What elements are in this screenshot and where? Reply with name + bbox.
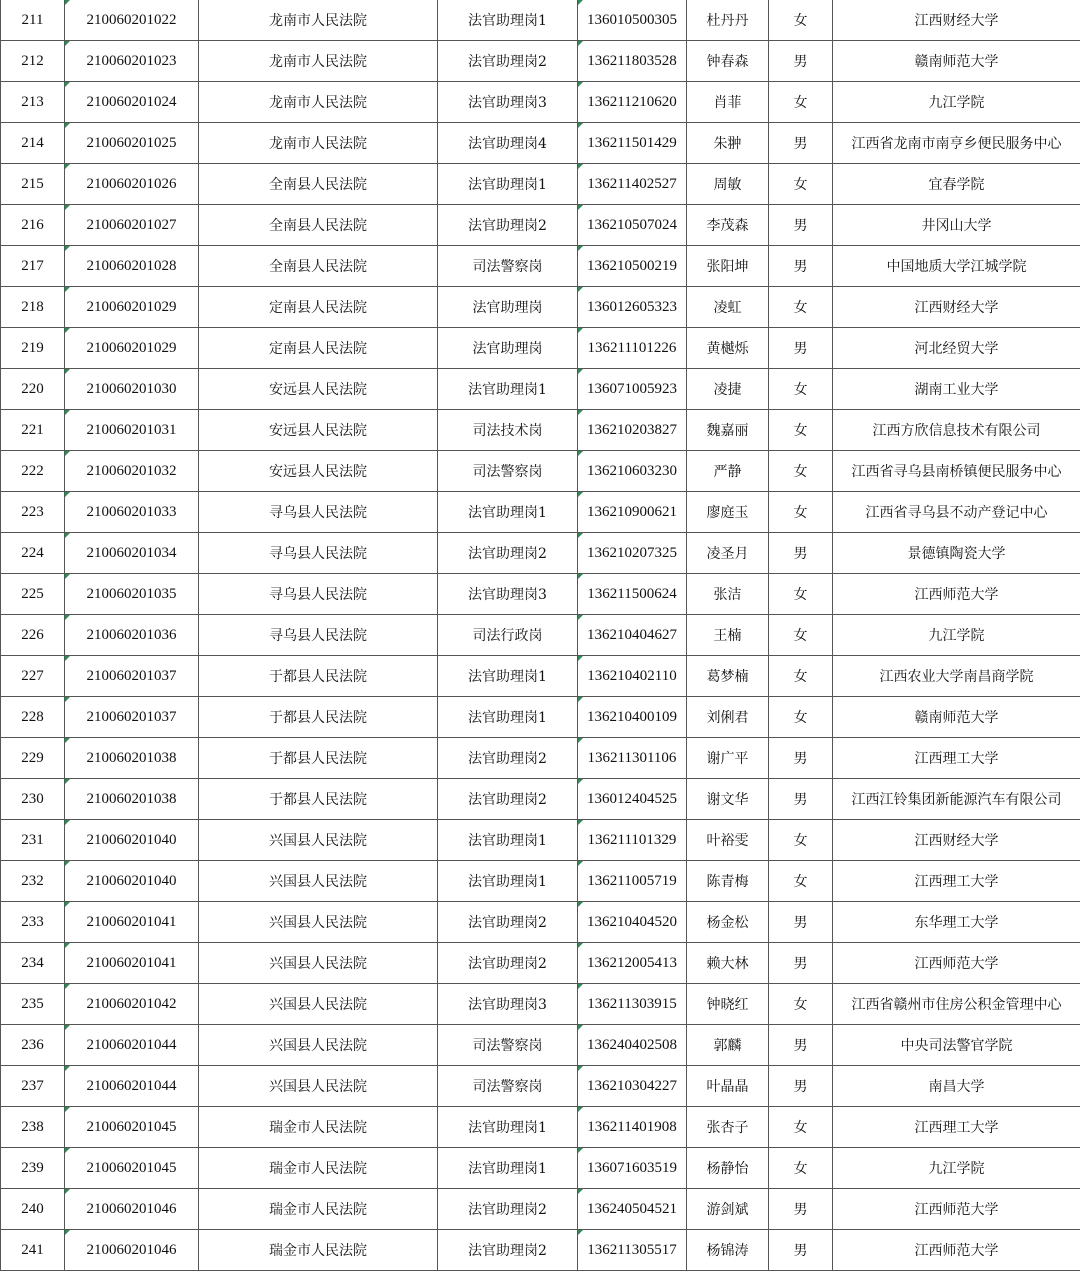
cell-position-code: 210060201037 xyxy=(65,697,199,738)
cell-position-code: 210060201032 xyxy=(65,451,199,492)
cell-court: 龙南市人民法院 xyxy=(199,0,438,41)
cell-organization: 九江学院 xyxy=(833,82,1080,123)
table-row xyxy=(1,697,1080,738)
cell-position-code: 210060201024 xyxy=(65,82,199,123)
table-row xyxy=(1,943,1080,984)
cell-exam-number: 136210402110 xyxy=(578,656,687,697)
cell-position: 法官助理岗2 xyxy=(438,533,578,574)
cell-organization: 江西省赣州市住房公积金管理中心 xyxy=(833,984,1080,1025)
table-row xyxy=(1,492,1080,533)
cell-position-code: 210060201023 xyxy=(65,41,199,82)
table-row xyxy=(1,123,1080,164)
cell-gender: 男 xyxy=(769,738,833,779)
cell-organization: 江西理工大学 xyxy=(833,738,1080,779)
cell-seq: 219 xyxy=(1,328,65,369)
cell-position-code: 210060201029 xyxy=(65,328,199,369)
cell-position-code: 210060201042 xyxy=(65,984,199,1025)
cell-exam-number: 136210203827 xyxy=(578,410,687,451)
cell-name: 钟晓红 xyxy=(687,984,769,1025)
cell-gender: 男 xyxy=(769,1189,833,1230)
cell-exam-number: 136211402527 xyxy=(578,164,687,205)
cell-court: 安远县人民法院 xyxy=(199,410,438,451)
cell-seq: 211 xyxy=(1,0,65,41)
cell-position-code: 210060201044 xyxy=(65,1025,199,1066)
cell-exam-number: 136240504521 xyxy=(578,1189,687,1230)
cell-exam-number: 136210404627 xyxy=(578,615,687,656)
table-row xyxy=(1,246,1080,287)
cell-position: 法官助理岗4 xyxy=(438,123,578,164)
cell-name: 谢文华 xyxy=(687,779,769,820)
cell-position-code: 210060201027 xyxy=(65,205,199,246)
table-row xyxy=(1,984,1080,1025)
cell-position: 法官助理岗1 xyxy=(438,164,578,205)
cell-organization: 赣南师范大学 xyxy=(833,697,1080,738)
cell-exam-number: 136210507024 xyxy=(578,205,687,246)
table-row xyxy=(1,82,1080,123)
cell-exam-number: 136210400109 xyxy=(578,697,687,738)
cell-name: 杨金松 xyxy=(687,902,769,943)
cell-gender: 女 xyxy=(769,574,833,615)
cell-position: 司法警察岗 xyxy=(438,246,578,287)
cell-gender: 女 xyxy=(769,369,833,410)
cell-name: 杨锦涛 xyxy=(687,1230,769,1271)
cell-exam-number: 136210900621 xyxy=(578,492,687,533)
cell-position: 法官助理岗3 xyxy=(438,984,578,1025)
cell-position-code: 210060201044 xyxy=(65,1066,199,1107)
cell-court: 兴国县人民法院 xyxy=(199,1066,438,1107)
table-row xyxy=(1,164,1080,205)
cell-position: 法官助理岗2 xyxy=(438,943,578,984)
cell-seq: 213 xyxy=(1,82,65,123)
cell-name: 葛梦楠 xyxy=(687,656,769,697)
cell-seq: 212 xyxy=(1,41,65,82)
cell-organization: 江西省寻乌县南桥镇便民服务中心 xyxy=(833,451,1080,492)
table-row xyxy=(1,615,1080,656)
cell-exam-number: 136211803528 xyxy=(578,41,687,82)
cell-gender: 男 xyxy=(769,1066,833,1107)
cell-gender: 男 xyxy=(769,205,833,246)
cell-seq: 232 xyxy=(1,861,65,902)
cell-organization: 景德镇陶瓷大学 xyxy=(833,533,1080,574)
cell-name: 严静 xyxy=(687,451,769,492)
cell-seq: 214 xyxy=(1,123,65,164)
cell-gender: 男 xyxy=(769,1230,833,1271)
table-body xyxy=(1,0,1080,1271)
table-row xyxy=(1,861,1080,902)
cell-position-code: 210060201038 xyxy=(65,779,199,820)
cell-position: 法官助理岗2 xyxy=(438,41,578,82)
cell-organization: 江西理工大学 xyxy=(833,1107,1080,1148)
cell-name: 李茂森 xyxy=(687,205,769,246)
cell-court: 安远县人民法院 xyxy=(199,369,438,410)
cell-position: 法官助理岗1 xyxy=(438,492,578,533)
cell-court: 龙南市人民法院 xyxy=(199,41,438,82)
table-row xyxy=(1,1107,1080,1148)
cell-position-code: 210060201037 xyxy=(65,656,199,697)
table-row xyxy=(1,451,1080,492)
cell-organization: 江西江铃集团新能源汽车有限公司 xyxy=(833,779,1080,820)
cell-seq: 234 xyxy=(1,943,65,984)
cell-court: 寻乌县人民法院 xyxy=(199,533,438,574)
cell-name: 钟春森 xyxy=(687,41,769,82)
cell-court: 瑞金市人民法院 xyxy=(199,1107,438,1148)
cell-organization: 中国地质大学江城学院 xyxy=(833,246,1080,287)
cell-court: 安远县人民法院 xyxy=(199,451,438,492)
cell-court: 龙南市人民法院 xyxy=(199,82,438,123)
table-row xyxy=(1,1066,1080,1107)
cell-gender: 女 xyxy=(769,0,833,41)
cell-court: 龙南市人民法院 xyxy=(199,123,438,164)
cell-organization: 河北经贸大学 xyxy=(833,328,1080,369)
table-row xyxy=(1,369,1080,410)
cell-exam-number: 136071005923 xyxy=(578,369,687,410)
cell-position: 法官助理岗2 xyxy=(438,738,578,779)
cell-position: 法官助理岗3 xyxy=(438,574,578,615)
cell-gender: 男 xyxy=(769,943,833,984)
cell-organization: 中央司法警官学院 xyxy=(833,1025,1080,1066)
table-row xyxy=(1,656,1080,697)
cell-organization: 江西财经大学 xyxy=(833,0,1080,41)
cell-organization: 江西方欣信息技术有限公司 xyxy=(833,410,1080,451)
cell-name: 谢广平 xyxy=(687,738,769,779)
cell-court: 定南县人民法院 xyxy=(199,328,438,369)
cell-position-code: 210060201033 xyxy=(65,492,199,533)
cell-organization: 江西省龙南市南亨乡便民服务中心 xyxy=(833,123,1080,164)
cell-position: 法官助理岗 xyxy=(438,328,578,369)
cell-position: 法官助理岗1 xyxy=(438,861,578,902)
cell-seq: 240 xyxy=(1,1189,65,1230)
cell-name: 凌捷 xyxy=(687,369,769,410)
table-row xyxy=(1,1189,1080,1230)
cell-position-code: 210060201046 xyxy=(65,1230,199,1271)
cell-position-code: 210060201026 xyxy=(65,164,199,205)
cell-organization: 赣南师范大学 xyxy=(833,41,1080,82)
cell-seq: 229 xyxy=(1,738,65,779)
cell-position-code: 210060201046 xyxy=(65,1189,199,1230)
cell-seq: 239 xyxy=(1,1148,65,1189)
table-row xyxy=(1,1230,1080,1271)
cell-position-code: 210060201025 xyxy=(65,123,199,164)
cell-exam-number: 136010500305 xyxy=(578,0,687,41)
cell-organization: 江西师范大学 xyxy=(833,943,1080,984)
cell-gender: 女 xyxy=(769,492,833,533)
cell-seq: 222 xyxy=(1,451,65,492)
cell-seq: 216 xyxy=(1,205,65,246)
cell-gender: 男 xyxy=(769,902,833,943)
cell-exam-number: 136211101329 xyxy=(578,820,687,861)
cell-gender: 男 xyxy=(769,41,833,82)
cell-court: 兴国县人民法院 xyxy=(199,1025,438,1066)
cell-exam-number: 136071603519 xyxy=(578,1148,687,1189)
cell-position-code: 210060201036 xyxy=(65,615,199,656)
cell-exam-number: 136211303915 xyxy=(578,984,687,1025)
cell-seq: 238 xyxy=(1,1107,65,1148)
cell-organization: 九江学院 xyxy=(833,1148,1080,1189)
cell-name: 杨静怡 xyxy=(687,1148,769,1189)
cell-name: 叶裕雯 xyxy=(687,820,769,861)
cell-court: 定南县人民法院 xyxy=(199,287,438,328)
cell-name: 张洁 xyxy=(687,574,769,615)
cell-court: 于都县人民法院 xyxy=(199,738,438,779)
cell-court: 兴国县人民法院 xyxy=(199,861,438,902)
cell-seq: 221 xyxy=(1,410,65,451)
cell-seq: 228 xyxy=(1,697,65,738)
cell-position: 法官助理岗1 xyxy=(438,0,578,41)
cell-name: 刘俐君 xyxy=(687,697,769,738)
cell-organization: 九江学院 xyxy=(833,615,1080,656)
cell-position-code: 210060201045 xyxy=(65,1148,199,1189)
cell-gender: 男 xyxy=(769,246,833,287)
cell-position: 法官助理岗1 xyxy=(438,656,578,697)
cell-exam-number: 136211210620 xyxy=(578,82,687,123)
cell-seq: 226 xyxy=(1,615,65,656)
cell-court: 寻乌县人民法院 xyxy=(199,615,438,656)
cell-position: 法官助理岗1 xyxy=(438,369,578,410)
cell-seq: 225 xyxy=(1,574,65,615)
cell-exam-number: 136211301106 xyxy=(578,738,687,779)
cell-seq: 218 xyxy=(1,287,65,328)
cell-position-code: 210060201040 xyxy=(65,820,199,861)
cell-gender: 女 xyxy=(769,984,833,1025)
table-row xyxy=(1,328,1080,369)
cell-organization: 江西财经大学 xyxy=(833,287,1080,328)
cell-position-code: 210060201028 xyxy=(65,246,199,287)
cell-seq: 215 xyxy=(1,164,65,205)
cell-court: 寻乌县人民法院 xyxy=(199,574,438,615)
table-row xyxy=(1,779,1080,820)
table-row xyxy=(1,533,1080,574)
cell-position: 司法警察岗 xyxy=(438,1025,578,1066)
cell-gender: 女 xyxy=(769,287,833,328)
cell-organization: 江西省寻乌县不动产登记中心 xyxy=(833,492,1080,533)
cell-exam-number: 136012404525 xyxy=(578,779,687,820)
cell-position: 法官助理岗2 xyxy=(438,1230,578,1271)
cell-position: 法官助理岗2 xyxy=(438,205,578,246)
cell-position-code: 210060201029 xyxy=(65,287,199,328)
table-row xyxy=(1,1148,1080,1189)
cell-position: 法官助理岗1 xyxy=(438,1107,578,1148)
cell-exam-number: 136210207325 xyxy=(578,533,687,574)
cell-gender: 女 xyxy=(769,164,833,205)
cell-court: 瑞金市人民法院 xyxy=(199,1230,438,1271)
cell-court: 瑞金市人民法院 xyxy=(199,1189,438,1230)
cell-name: 张阳坤 xyxy=(687,246,769,287)
cell-position: 司法警察岗 xyxy=(438,1066,578,1107)
cell-seq: 233 xyxy=(1,902,65,943)
cell-position-code: 210060201031 xyxy=(65,410,199,451)
cell-position-code: 210060201045 xyxy=(65,1107,199,1148)
cell-gender: 男 xyxy=(769,1025,833,1066)
cell-exam-number: 136212005413 xyxy=(578,943,687,984)
cell-name: 朱翀 xyxy=(687,123,769,164)
cell-court: 兴国县人民法院 xyxy=(199,820,438,861)
cell-organization: 江西师范大学 xyxy=(833,574,1080,615)
cell-court: 于都县人民法院 xyxy=(199,697,438,738)
cell-position: 法官助理岗2 xyxy=(438,779,578,820)
cell-exam-number: 136210603230 xyxy=(578,451,687,492)
cell-gender: 女 xyxy=(769,656,833,697)
cell-gender: 男 xyxy=(769,328,833,369)
cell-seq: 230 xyxy=(1,779,65,820)
cell-name: 陈青梅 xyxy=(687,861,769,902)
cell-seq: 236 xyxy=(1,1025,65,1066)
cell-seq: 220 xyxy=(1,369,65,410)
cell-position-code: 210060201034 xyxy=(65,533,199,574)
cell-seq: 224 xyxy=(1,533,65,574)
cell-exam-number: 136211101226 xyxy=(578,328,687,369)
cell-court: 于都县人民法院 xyxy=(199,779,438,820)
cell-gender: 女 xyxy=(769,451,833,492)
cell-name: 廖庭玉 xyxy=(687,492,769,533)
cell-position-code: 210060201030 xyxy=(65,369,199,410)
table-row xyxy=(1,1025,1080,1066)
cell-exam-number: 136211005719 xyxy=(578,861,687,902)
cell-position: 司法行政岗 xyxy=(438,615,578,656)
cell-gender: 男 xyxy=(769,533,833,574)
table-row xyxy=(1,820,1080,861)
cell-name: 凌圣月 xyxy=(687,533,769,574)
cell-gender: 女 xyxy=(769,861,833,902)
cell-position-code: 210060201035 xyxy=(65,574,199,615)
cell-position-code: 210060201041 xyxy=(65,943,199,984)
table-row xyxy=(1,0,1080,41)
cell-seq: 231 xyxy=(1,820,65,861)
cell-exam-number: 136211500624 xyxy=(578,574,687,615)
cell-gender: 女 xyxy=(769,1148,833,1189)
cell-position: 司法技术岗 xyxy=(438,410,578,451)
cell-exam-number: 136210500219 xyxy=(578,246,687,287)
cell-name: 叶晶晶 xyxy=(687,1066,769,1107)
cell-position-code: 210060201038 xyxy=(65,738,199,779)
cell-gender: 女 xyxy=(769,410,833,451)
cell-court: 全南县人民法院 xyxy=(199,205,438,246)
table-row xyxy=(1,41,1080,82)
cell-position: 法官助理岗2 xyxy=(438,902,578,943)
cell-gender: 女 xyxy=(769,615,833,656)
cell-organization: 江西农业大学南昌商学院 xyxy=(833,656,1080,697)
cell-seq: 237 xyxy=(1,1066,65,1107)
cell-court: 寻乌县人民法院 xyxy=(199,492,438,533)
table-row xyxy=(1,205,1080,246)
cell-exam-number: 136012605323 xyxy=(578,287,687,328)
cell-position: 法官助理岗3 xyxy=(438,82,578,123)
table-row xyxy=(1,902,1080,943)
cell-seq: 223 xyxy=(1,492,65,533)
cell-position-code: 210060201040 xyxy=(65,861,199,902)
cell-name: 肖菲 xyxy=(687,82,769,123)
cell-seq: 217 xyxy=(1,246,65,287)
cell-position-code: 210060201041 xyxy=(65,902,199,943)
table-row xyxy=(1,287,1080,328)
cell-position: 法官助理岗 xyxy=(438,287,578,328)
cell-seq: 241 xyxy=(1,1230,65,1271)
cell-gender: 女 xyxy=(769,82,833,123)
cell-court: 全南县人民法院 xyxy=(199,164,438,205)
cell-exam-number: 136210304227 xyxy=(578,1066,687,1107)
cell-name: 杜丹丹 xyxy=(687,0,769,41)
cell-exam-number: 136210404520 xyxy=(578,902,687,943)
cell-position: 法官助理岗2 xyxy=(438,1189,578,1230)
cell-name: 张杏子 xyxy=(687,1107,769,1148)
cell-position: 司法警察岗 xyxy=(438,451,578,492)
cell-court: 瑞金市人民法院 xyxy=(199,1148,438,1189)
cell-gender: 女 xyxy=(769,820,833,861)
cell-position: 法官助理岗1 xyxy=(438,820,578,861)
cell-organization: 江西师范大学 xyxy=(833,1189,1080,1230)
cell-name: 黄樾烁 xyxy=(687,328,769,369)
cell-exam-number: 136211501429 xyxy=(578,123,687,164)
cell-seq: 227 xyxy=(1,656,65,697)
cell-organization: 江西财经大学 xyxy=(833,820,1080,861)
cell-organization: 南昌大学 xyxy=(833,1066,1080,1107)
cell-name: 郭麟 xyxy=(687,1025,769,1066)
cell-gender: 女 xyxy=(769,1107,833,1148)
cell-court: 全南县人民法院 xyxy=(199,246,438,287)
cell-position: 法官助理岗1 xyxy=(438,1148,578,1189)
cell-seq: 235 xyxy=(1,984,65,1025)
cell-name: 凌虹 xyxy=(687,287,769,328)
cell-name: 赖大林 xyxy=(687,943,769,984)
cell-gender: 女 xyxy=(769,697,833,738)
cell-exam-number: 136211401908 xyxy=(578,1107,687,1148)
cell-position-code: 210060201022 xyxy=(65,0,199,41)
cell-gender: 男 xyxy=(769,123,833,164)
cell-position: 法官助理岗1 xyxy=(438,697,578,738)
table-row xyxy=(1,410,1080,451)
cell-gender: 男 xyxy=(769,779,833,820)
cell-exam-number: 136211305517 xyxy=(578,1230,687,1271)
cell-name: 王楠 xyxy=(687,615,769,656)
table-row xyxy=(1,738,1080,779)
cell-organization: 湖南工业大学 xyxy=(833,369,1080,410)
cell-name: 魏嘉丽 xyxy=(687,410,769,451)
cell-court: 兴国县人民法院 xyxy=(199,943,438,984)
cell-organization: 井冈山大学 xyxy=(833,205,1080,246)
cell-court: 兴国县人民法院 xyxy=(199,984,438,1025)
cell-name: 周敏 xyxy=(687,164,769,205)
table-row xyxy=(1,574,1080,615)
cell-court: 于都县人民法院 xyxy=(199,656,438,697)
cell-organization: 江西理工大学 xyxy=(833,861,1080,902)
cell-exam-number: 136240402508 xyxy=(578,1025,687,1066)
cell-organization: 宜春学院 xyxy=(833,164,1080,205)
cell-court: 兴国县人民法院 xyxy=(199,902,438,943)
cell-name: 游剑斌 xyxy=(687,1189,769,1230)
cell-organization: 江西师范大学 xyxy=(833,1230,1080,1271)
cell-organization: 东华理工大学 xyxy=(833,902,1080,943)
